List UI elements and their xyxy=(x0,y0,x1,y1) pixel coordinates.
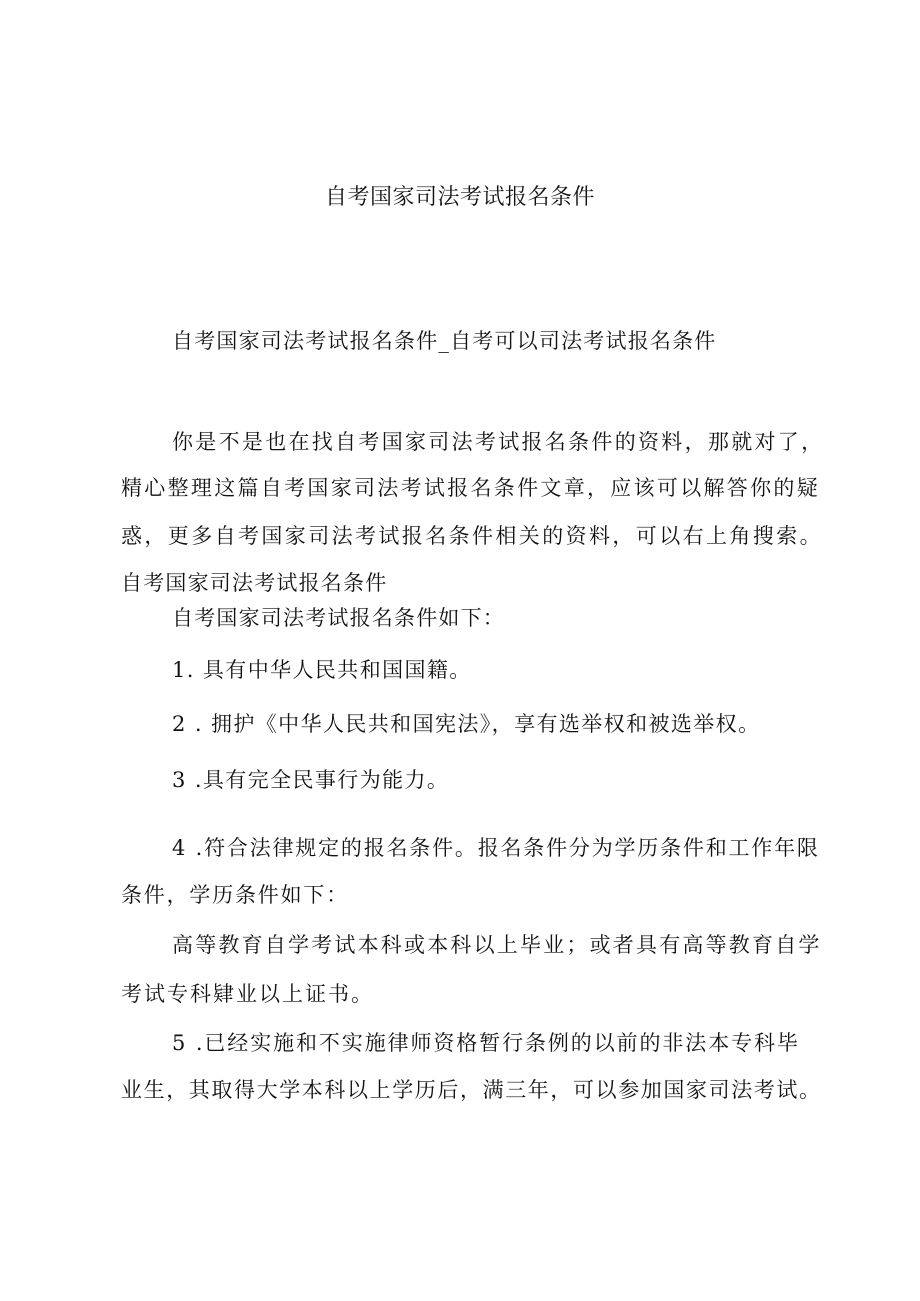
condition-item-5-line-1: 5 .已经实施和不实施律师资格暂行条例的以前的非法本专科毕 xyxy=(172,1031,800,1055)
document-subtitle: 自考国家司法考试报名条件_自考可以司法考试报名条件 xyxy=(172,329,717,353)
intro-line-2: 精心整理这篇自考国家司法考试报名条件文章，应该可以解答你的疑 xyxy=(121,476,820,500)
intro-line-4: 自考国家司法考试报名条件 xyxy=(121,571,388,595)
conditions-intro: 自考国家司法考试报名条件如下： xyxy=(172,606,505,630)
document-title: 自考国家司法考试报名条件 xyxy=(324,185,595,210)
education-line-2: 考试专科肄业以上证书。 xyxy=(121,982,374,1006)
condition-item-4-line-2: 条件，学历条件如下： xyxy=(121,883,349,907)
condition-item-1: 1. 具有中华人民共和国国籍。 xyxy=(172,658,472,682)
condition-item-5-line-2: 业生，其取得大学本科以上学历后，满三年，可以参加国家司法考试。 xyxy=(121,1078,822,1102)
intro-line-3: 惑，更多自考国家司法考试报名条件相关的资料，可以右上角搜索。 xyxy=(121,524,823,548)
intro-line-1: 你是不是也在找自考国家司法考试报名条件的资料，那就对了， xyxy=(172,430,825,454)
condition-item-3: 3 .具有完全民事行为能力。 xyxy=(172,768,450,792)
condition-item-2: 2 . 拥护《中华人民共和国宪法》，享有选举权和被选举权。 xyxy=(172,712,761,736)
education-line-1: 高等教育自学考试本科或本科以上毕业；或者具有高等教育自学 xyxy=(172,933,822,957)
condition-item-4-line-1: 4 .符合法律规定的报名条件。报名条件分为学历条件和工作年限 xyxy=(172,836,820,860)
